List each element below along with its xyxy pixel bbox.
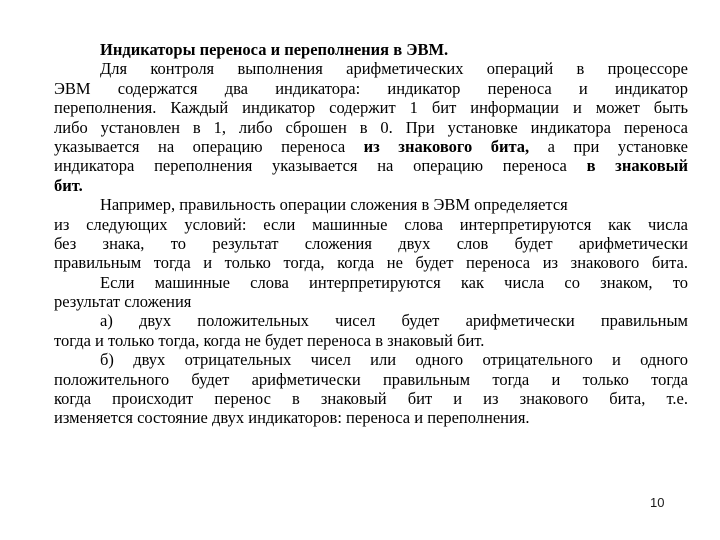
paragraph-1-line-2: ЭВМ содержатся два индикатора: индикатор переноса и индикатор — [54, 78, 688, 98]
paragraph-3-line-2: результат сложения — [54, 292, 192, 312]
text-run: указывается на операцию переноса — [54, 136, 364, 156]
paragraph-3-line-1: Если машинные слова интерпретируются как числа со знаком, то — [100, 272, 688, 292]
item-a-line-1: а) двух положительных чисел будет арифметически правильным — [100, 311, 688, 331]
text-run: индикатора переполнения указывается на операцию переноса — [54, 156, 587, 176]
paragraph-2-line-3: без знака, то результат сложения двух слов будет арифметически — [54, 233, 688, 253]
paragraph-1-line-5 — [54, 137, 688, 156]
document-body — [54, 40, 688, 428]
page-number: 10 — [650, 495, 665, 510]
paragraph-1-line-6 — [54, 156, 688, 175]
bold-phrase-from-sign-bit: из знакового бита, — [363, 136, 530, 156]
paragraph-1-line-3: переполнения. Каждый индикатор содержит 1 бит информации и может быть — [54, 98, 688, 118]
item-b-line-1: б) двух отрицательных чисел или одного отрицательного и одного — [100, 350, 688, 370]
paragraph-1-line-7: бит. — [54, 175, 83, 195]
item-b-line-4: изменяется состояние двух индикаторов: переноса и переполнения. — [54, 408, 530, 428]
item-b-line-2: положительного будет арифметически правильным тогда и только тогда — [54, 369, 688, 389]
bold-phrase-into-sign-bit: в знаковый — [586, 156, 689, 176]
paragraph-1-line-4: либо установлен в 1, либо сброшен в 0. При установке индикатора переноса — [54, 117, 688, 137]
paragraph-2-line-1: Например, правильность операции сложения в ЭВМ определяется — [100, 195, 568, 215]
text-run: а при установке — [529, 136, 688, 156]
item-a-line-2: тогда и только тогда, когда не будет переноса в знаковый бит. — [54, 330, 485, 350]
paragraph-1-line-1: Для контроля выполнения арифметических операций в процессоре — [100, 59, 688, 79]
document-title: Индикаторы переноса и переполнения в ЭВМ. — [100, 40, 449, 59]
paragraph-2-line-2: из следующих условий: если машинные слова интерпретируются как числа — [54, 214, 688, 234]
item-b-line-3: когда происходит перенос в знаковый бит и из знакового бита, т.е. — [54, 389, 688, 409]
paragraph-2-line-4: правильным тогда и только тогда, когда не будет переноса из знакового бита. — [54, 253, 688, 273]
